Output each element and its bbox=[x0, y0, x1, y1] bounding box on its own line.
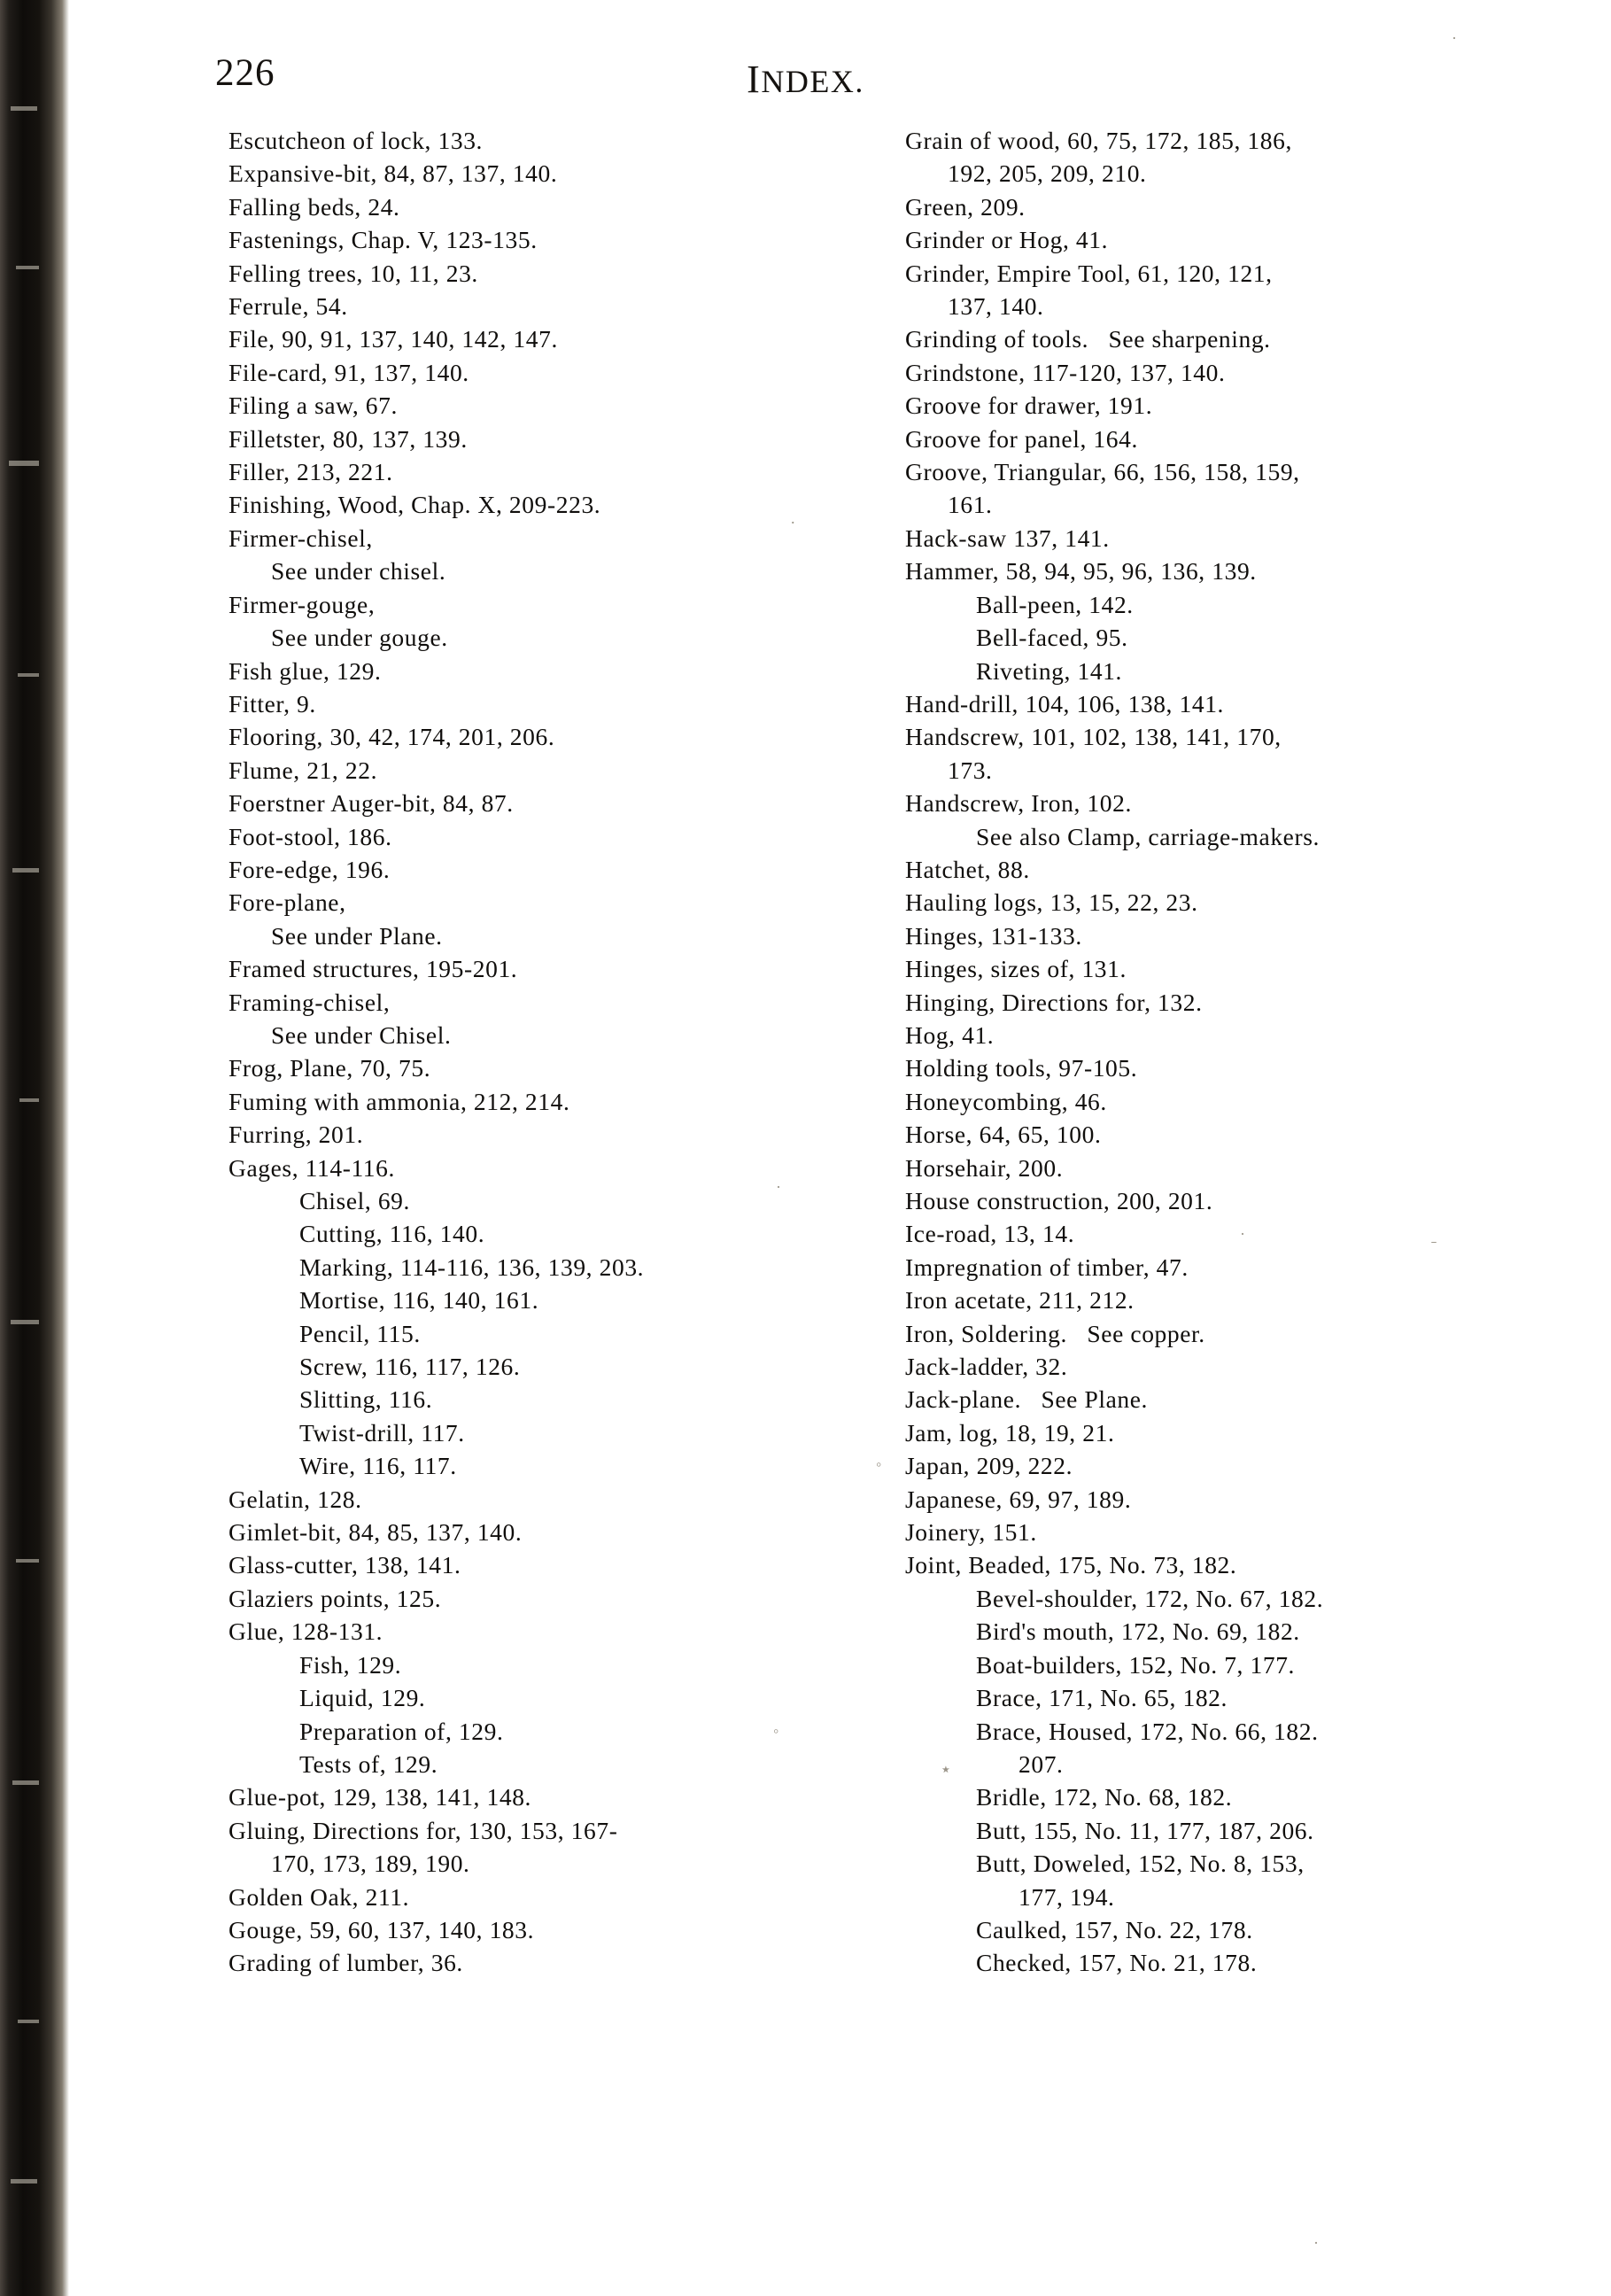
scan-speck: · bbox=[1313, 2234, 1319, 2252]
index-entry: Gluing, Directions for, 130, 153, 167- bbox=[228, 1816, 618, 1844]
index-entry: Screw, 116, 117, 126. bbox=[299, 1353, 521, 1381]
index-entry: Checked, 157, No. 21, 178. bbox=[976, 1949, 1258, 1977]
index-entry: Grinder or Hog, 41. bbox=[905, 226, 1109, 254]
index-entry: Ball-peen, 142. bbox=[976, 590, 1134, 618]
index-entry: Expansive-bit, 84, 87, 137, 140. bbox=[228, 159, 558, 188]
index-entry: Fitter, 9. bbox=[228, 689, 316, 718]
index-entry: Holding tools, 97-105. bbox=[905, 1054, 1138, 1082]
index-entry: 207. bbox=[1018, 1749, 1064, 1778]
index-entry: See also Clamp, carriage-makers. bbox=[976, 822, 1321, 850]
scan-speck: ◦ bbox=[876, 1455, 882, 1473]
scan-speck: ˗ bbox=[1431, 1231, 1437, 1249]
scan-speck: ٭ bbox=[941, 1760, 950, 1778]
index-entry: Glass-cutter, 138, 141. bbox=[228, 1551, 461, 1579]
scan-speck: · bbox=[776, 1178, 781, 1196]
index-entry: Glaziers points, 125. bbox=[228, 1584, 442, 1612]
scan-edge-artifact bbox=[0, 0, 69, 2296]
index-entry: Flooring, 30, 42, 174, 201, 206. bbox=[228, 723, 555, 751]
scan-speck: ◦ bbox=[773, 1722, 779, 1740]
index-entry: Fuming with ammonia, 212, 214. bbox=[228, 1087, 570, 1115]
index-entry: Bird's mouth, 172, No. 69, 182. bbox=[976, 1617, 1300, 1646]
index-entry: 161. bbox=[948, 491, 993, 519]
index-entry: Chisel, 69. bbox=[299, 1187, 411, 1214]
index-entry: See under Chisel. bbox=[271, 1020, 452, 1049]
index-entry: Pencil, 115. bbox=[299, 1319, 421, 1347]
index-entry: See under Plane. bbox=[271, 921, 443, 950]
index-entry: Grinding of tools. See sharpening. bbox=[905, 325, 1271, 353]
page-header bbox=[0, 27, 1611, 101]
index-entry: Butt, 155, No. 11, 177, 187, 206. bbox=[976, 1816, 1314, 1844]
index-entry: Butt, Doweled, 152, No. 8, 153, bbox=[976, 1850, 1305, 1878]
index-entry: Mortise, 116, 140, 161. bbox=[299, 1286, 539, 1315]
index-entry: Grading of lumber, 36. bbox=[228, 1949, 463, 1977]
index-entry: Gages, 114-116. bbox=[228, 1153, 395, 1182]
index-entry: Filler, 213, 221. bbox=[228, 458, 393, 486]
index-entry: Green, 209. bbox=[905, 192, 1026, 221]
index-entry: House construction, 200, 201. bbox=[905, 1187, 1213, 1214]
index-entry: Impregnation of timber, 47. bbox=[905, 1253, 1189, 1281]
index-entry: Brace, Housed, 172, No. 66, 182. bbox=[976, 1717, 1319, 1745]
index-entry: Golden Oak, 211. bbox=[228, 1882, 410, 1911]
index-entry: Glue-pot, 129, 138, 141, 148. bbox=[228, 1783, 532, 1811]
index-entry: Hinges, sizes of, 131. bbox=[905, 955, 1127, 983]
index-entry: Filletster, 80, 137, 139. bbox=[228, 424, 468, 453]
index-entry: Hack-saw 137, 141. bbox=[905, 524, 1110, 552]
index-entry: Hinges, 131-133. bbox=[905, 921, 1082, 950]
index-entry: Frog, Plane, 70, 75. bbox=[228, 1054, 431, 1082]
page-title bbox=[0, 57, 1611, 102]
index-entry: Fore-plane, bbox=[228, 888, 346, 917]
index-entry: Iron, Soldering. See copper. bbox=[905, 1319, 1205, 1347]
index-entry: Marking, 114-116, 136, 139, 203. bbox=[299, 1253, 645, 1281]
index-entry: Jack-plane. See Plane. bbox=[905, 1385, 1149, 1414]
index-entry: Riveting, 141. bbox=[976, 656, 1122, 685]
index-entry: Falling beds, 24. bbox=[228, 192, 400, 221]
index-entry: 170, 173, 189, 190. bbox=[271, 1850, 470, 1878]
index-entry: Flume, 21, 22. bbox=[228, 756, 378, 784]
index-entry: Groove for panel, 164. bbox=[905, 424, 1138, 453]
index-entry: Preparation of, 129. bbox=[299, 1717, 504, 1745]
index-entry: Firmer-chisel, bbox=[228, 524, 373, 552]
index-entry: Gelatin, 128. bbox=[228, 1485, 362, 1513]
index-entry: See under gouge. bbox=[271, 624, 448, 652]
index-entry: Horse, 64, 65, 100. bbox=[905, 1121, 1102, 1149]
index-entry: Groove, Triangular, 66, 156, 158, 159, bbox=[905, 458, 1300, 486]
index-entry: Tests of, 129. bbox=[299, 1749, 438, 1778]
index-entry: Gouge, 59, 60, 137, 140, 183. bbox=[228, 1915, 535, 1943]
index-column-right bbox=[905, 124, 1561, 1980]
index-entry: Wire, 116, 117. bbox=[299, 1452, 457, 1480]
index-entry: Foot-stool, 186. bbox=[228, 822, 392, 850]
index-entry: Foerstner Auger-bit, 84, 87. bbox=[228, 789, 514, 818]
index-entry: Glue, 128-131. bbox=[228, 1617, 383, 1646]
index-entry: Cutting, 116, 140. bbox=[299, 1220, 485, 1248]
scan-speck: . bbox=[791, 509, 795, 527]
index-entry: Twist-drill, 117. bbox=[299, 1418, 465, 1447]
index-entry: File-card, 91, 137, 140. bbox=[228, 358, 469, 386]
index-entry: Joinery, 151. bbox=[905, 1518, 1037, 1547]
index-entry: Joint, Beaded, 175, No. 73, 182. bbox=[905, 1551, 1237, 1579]
index-entry: Jack-ladder, 32. bbox=[905, 1353, 1068, 1381]
index-entry: Hammer, 58, 94, 95, 96, 136, 139. bbox=[905, 557, 1257, 586]
index-entry: Bridle, 172, No. 68, 182. bbox=[976, 1783, 1233, 1811]
index-entry: Hinging, Directions for, 132. bbox=[905, 988, 1203, 1016]
index-entry: Honeycombing, 46. bbox=[905, 1087, 1107, 1115]
index-entry: Finishing, Wood, Chap. X, 209-223. bbox=[228, 491, 601, 519]
index-entry: Japanese, 69, 97, 189. bbox=[905, 1485, 1132, 1513]
index-entry: Grinder, Empire Tool, 61, 120, 121, bbox=[905, 259, 1273, 287]
index-entry: File, 90, 91, 137, 140, 142, 147. bbox=[228, 325, 558, 353]
index-entry: Iron acetate, 211, 212. bbox=[905, 1286, 1135, 1315]
index-entry: Filing a saw, 67. bbox=[228, 392, 398, 420]
index-entry: Hatchet, 88. bbox=[905, 855, 1030, 883]
page-title-rest: NDEX. bbox=[761, 64, 864, 99]
index-entry: Liquid, 129. bbox=[299, 1684, 426, 1712]
index-entry: 137, 140. bbox=[948, 292, 1044, 321]
scan-speck: · bbox=[1240, 1225, 1245, 1243]
index-entry: Bevel-shoulder, 172, No. 67, 182. bbox=[976, 1584, 1324, 1612]
index-column-left bbox=[228, 124, 848, 1980]
index-entry: Gimlet-bit, 84, 85, 137, 140. bbox=[228, 1518, 523, 1547]
index-entry: Ferrule, 54. bbox=[228, 292, 348, 321]
page-number: 226 bbox=[215, 52, 275, 94]
index-entry: Fore-edge, 196. bbox=[228, 855, 391, 883]
index-entry: Framing-chisel, bbox=[228, 988, 391, 1016]
index-entry: Escutcheon of lock, 133. bbox=[228, 127, 484, 154]
index-entry: Groove for drawer, 191. bbox=[905, 392, 1153, 420]
index-entry: Fish glue, 129. bbox=[228, 656, 382, 685]
index-entry: Fastenings, Chap. V, 123-135. bbox=[228, 226, 538, 254]
index-entry: Hog, 41. bbox=[905, 1020, 995, 1049]
index-entry: Grindstone, 117-120, 137, 140. bbox=[905, 358, 1226, 386]
index-entry: Caulked, 157, No. 22, 178. bbox=[976, 1915, 1253, 1943]
index-entry: Slitting, 116. bbox=[299, 1385, 433, 1414]
index-entry: Japan, 209, 222. bbox=[905, 1452, 1073, 1480]
index-entry: 173. bbox=[948, 756, 993, 784]
index-entry: Grain of wood, 60, 75, 172, 185, 186, bbox=[905, 127, 1292, 154]
index-entry: Ice-road, 13, 14. bbox=[905, 1220, 1075, 1248]
index-entry: Boat-builders, 152, No. 7, 177. bbox=[976, 1650, 1296, 1679]
scan-speck: · bbox=[1452, 29, 1457, 47]
index-entry: Framed structures, 195-201. bbox=[228, 955, 518, 983]
index-entry: See under chisel. bbox=[271, 557, 446, 586]
index-entry: Furring, 201. bbox=[228, 1121, 364, 1149]
index-entry: Felling trees, 10, 11, 23. bbox=[228, 259, 478, 287]
index-entry: 192, 205, 209, 210. bbox=[948, 159, 1147, 188]
index-entry: Brace, 171, No. 65, 182. bbox=[976, 1684, 1228, 1712]
index-entry: 177, 194. bbox=[1018, 1882, 1115, 1911]
index-entry: Jam, log, 18, 19, 21. bbox=[905, 1418, 1115, 1447]
index-entry: Handscrew, 101, 102, 138, 141, 170, bbox=[905, 723, 1282, 751]
index-entry: Hand-drill, 104, 106, 138, 141. bbox=[905, 689, 1225, 718]
index-entry: Firmer-gouge, bbox=[228, 590, 376, 618]
index-entry: Fish, 129. bbox=[299, 1650, 402, 1679]
index-entry: Hauling logs, 13, 15, 22, 23. bbox=[905, 888, 1198, 917]
index-entry: Horsehair, 200. bbox=[905, 1153, 1064, 1182]
page-title-initial: I bbox=[747, 58, 762, 101]
index-entry: Bell-faced, 95. bbox=[976, 624, 1128, 652]
index-entry: Handscrew, Iron, 102. bbox=[905, 789, 1132, 818]
